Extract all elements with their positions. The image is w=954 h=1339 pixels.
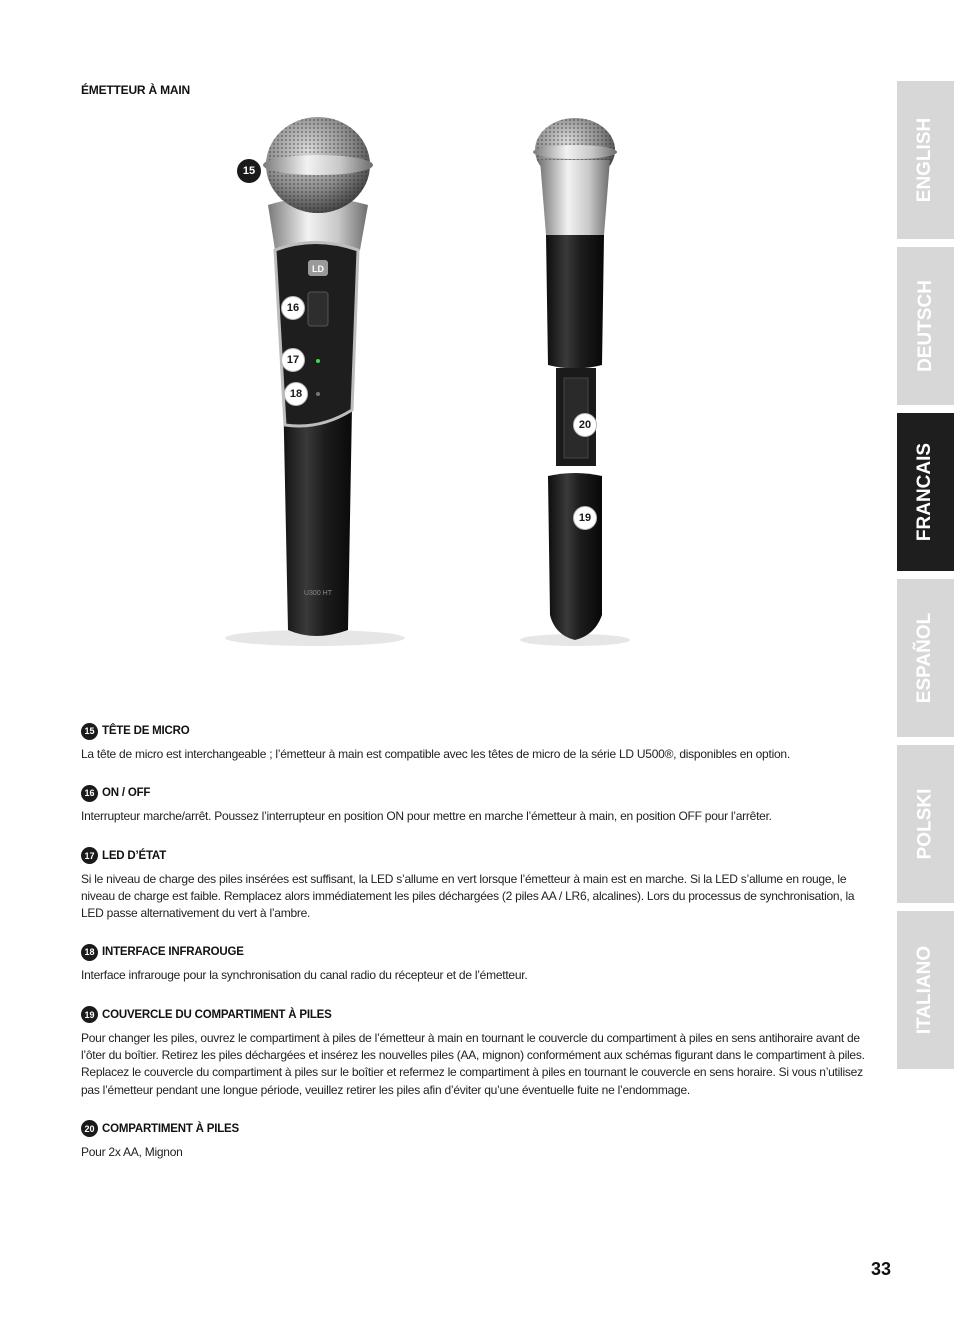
- section-text: Interface infrarouge pour la synchronisation du canal radio du récepteur et de l’émetteur.: [81, 968, 528, 983]
- callout-20: 20: [573, 413, 597, 437]
- section-on-off: [81, 785, 866, 825]
- callout-17: 17: [281, 348, 305, 372]
- section-text: La tête de micro est interchangeable ; l’émetteur à main est compatible avec les têtes de micro de la série LD U500®, disponibles en option.: [81, 747, 790, 761]
- section-title: ON / OFF: [102, 787, 151, 800]
- description-sections: [81, 723, 866, 1183]
- tab-deutsch[interactable]: DEUTSCH: [897, 247, 954, 405]
- callout-18: 18: [284, 382, 308, 406]
- section-title: INTERFACE INFRAROUGE: [102, 946, 244, 959]
- tab-polski[interactable]: POLSKI: [897, 745, 954, 903]
- section-text: Si le niveau de charge des piles insérées est suffisant, la LED s’allume en vert lorsque l’émetteur à main est en marche. Si la LED s’allume en rouge, le niveau de charge est faible. Remplacez alors immédiatement les piles déchargées (2 piles AA / LR6, alcalines). Lors du processus de synchronisation, la LED passe alternativement du vert à l’ambre.: [81, 871, 855, 921]
- page-heading: ÉMETTEUR À MAIN: [81, 83, 190, 97]
- section-text: Interrupteur marche/arrêt. Poussez l’interrupteur en position ON pour mettre en marche l’émetteur à main, en position OFF pour l’arrêter.: [81, 809, 772, 824]
- callout-16: 16: [281, 296, 305, 320]
- tab-francais[interactable]: FRANCAIS: [897, 413, 954, 571]
- section-battery-cover: [81, 1007, 866, 1099]
- section-title: COMPARTIMENT À PILES: [102, 1122, 239, 1135]
- microphone-figure: [200, 110, 680, 670]
- number-badge: 15: [81, 723, 98, 740]
- section-title: TÊTE DE MICRO: [102, 725, 190, 737]
- tab-espanol[interactable]: ESPAÑOL: [897, 579, 954, 737]
- callout-19: 19: [573, 506, 597, 530]
- callout-15: 15: [237, 159, 261, 183]
- number-badge: 20: [81, 1120, 98, 1137]
- model-label: U300 HT: [303, 590, 333, 597]
- page-number: 33: [871, 1259, 892, 1279]
- microphone-illustration: [200, 110, 680, 670]
- brand-badge: LD: [312, 264, 324, 274]
- number-badge: 18: [81, 944, 98, 961]
- section-text: Pour 2x AA, Mignon: [81, 1144, 183, 1159]
- section-title: LED D’ÉTAT: [102, 849, 167, 862]
- number-badge: 16: [81, 785, 98, 802]
- section-status-led: [81, 848, 866, 923]
- tab-italiano[interactable]: ITALIANO: [897, 911, 954, 1069]
- tab-english[interactable]: ENGLISH: [897, 81, 954, 239]
- section-text: Pour changer les piles, ouvrez le compartiment à piles de l’émetteur à main en tournant le couvercle du compartiment à piles en sens antihoraire avant de l’ôter du boîtier. Retirez les piles déchargées et insérez les nouvelles piles (AA, mignon) conformément aux schémas figurant dans le compartiment à piles. Replacez le couvercle du compartiment à piles sur le boîtier et refermez le compartiment à piles en tournant le couvercle en sens horaire. Si vous n’utilisez pas l’émetteur pendant une longue période, veuillez retirer les piles afin d’éviter qu’une éventuelle fuite ne l’endommage.: [81, 1030, 865, 1097]
- handheld-mic-disassembled: [520, 118, 630, 646]
- section-battery-compartment: [81, 1121, 866, 1161]
- section-infrared: [81, 944, 866, 984]
- handheld-mic-assembled: [225, 117, 405, 646]
- section-title: COUVERCLE DU COMPARTIMENT À PILES: [102, 1008, 332, 1021]
- number-badge: 19: [81, 1006, 98, 1023]
- section-mic-head: [81, 723, 866, 763]
- number-badge: 17: [81, 847, 98, 864]
